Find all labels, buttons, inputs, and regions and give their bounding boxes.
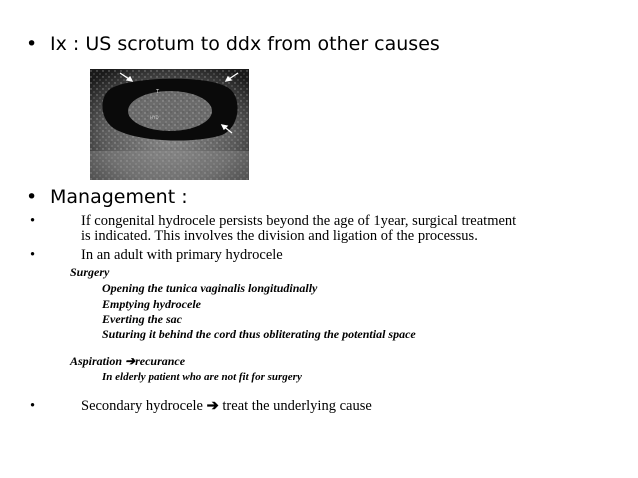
ultrasound-image bbox=[90, 69, 249, 180]
surgery-step-4: Suturing it behind the cord thus obliterating the potential space bbox=[102, 327, 416, 341]
heading2-text: Management : bbox=[50, 186, 188, 208]
heading2-bullet: • bbox=[26, 186, 38, 208]
congenital-line-2: is indicated. This involves the division and ligation of the processus. bbox=[81, 228, 478, 244]
surgery-step-1: Opening the tunica vaginalis longitudinally bbox=[102, 281, 318, 295]
surgery-step-2: Emptying hydrocele bbox=[102, 297, 201, 311]
aspiration-result: recurance bbox=[135, 354, 186, 368]
secondary-result: treat the underlying cause bbox=[222, 398, 372, 414]
aspiration-line bbox=[70, 354, 185, 369]
aspiration-note: In elderly patient who are not fit for surgery bbox=[102, 371, 302, 383]
surgery-step-3: Everting the sac bbox=[102, 312, 182, 326]
bullet-secondary: • bbox=[30, 398, 36, 414]
adult-text: In an adult with primary hydrocele bbox=[81, 247, 283, 263]
bullet-congenital: • bbox=[30, 213, 36, 229]
secondary-label: Secondary hydrocele bbox=[81, 398, 203, 414]
arrow-right-icon: ➔ bbox=[206, 398, 219, 414]
heading1-bullet: • bbox=[26, 33, 38, 55]
aspiration-label: Aspiration bbox=[70, 354, 123, 368]
us-label-fluid: HYD bbox=[150, 115, 159, 120]
us-label-testis: T bbox=[156, 89, 160, 95]
heading1-text: Ix : US scrotum to ddx from other causes bbox=[50, 33, 440, 55]
congenital-line-1: If congenital hydrocele persists beyond the age of 1year, surgical treatment bbox=[81, 213, 517, 229]
secondary-line bbox=[81, 398, 372, 415]
surgery-title: Surgery bbox=[70, 265, 110, 279]
bullet-adult: • bbox=[30, 247, 36, 263]
arrow-right-icon: ➔ bbox=[125, 354, 136, 368]
